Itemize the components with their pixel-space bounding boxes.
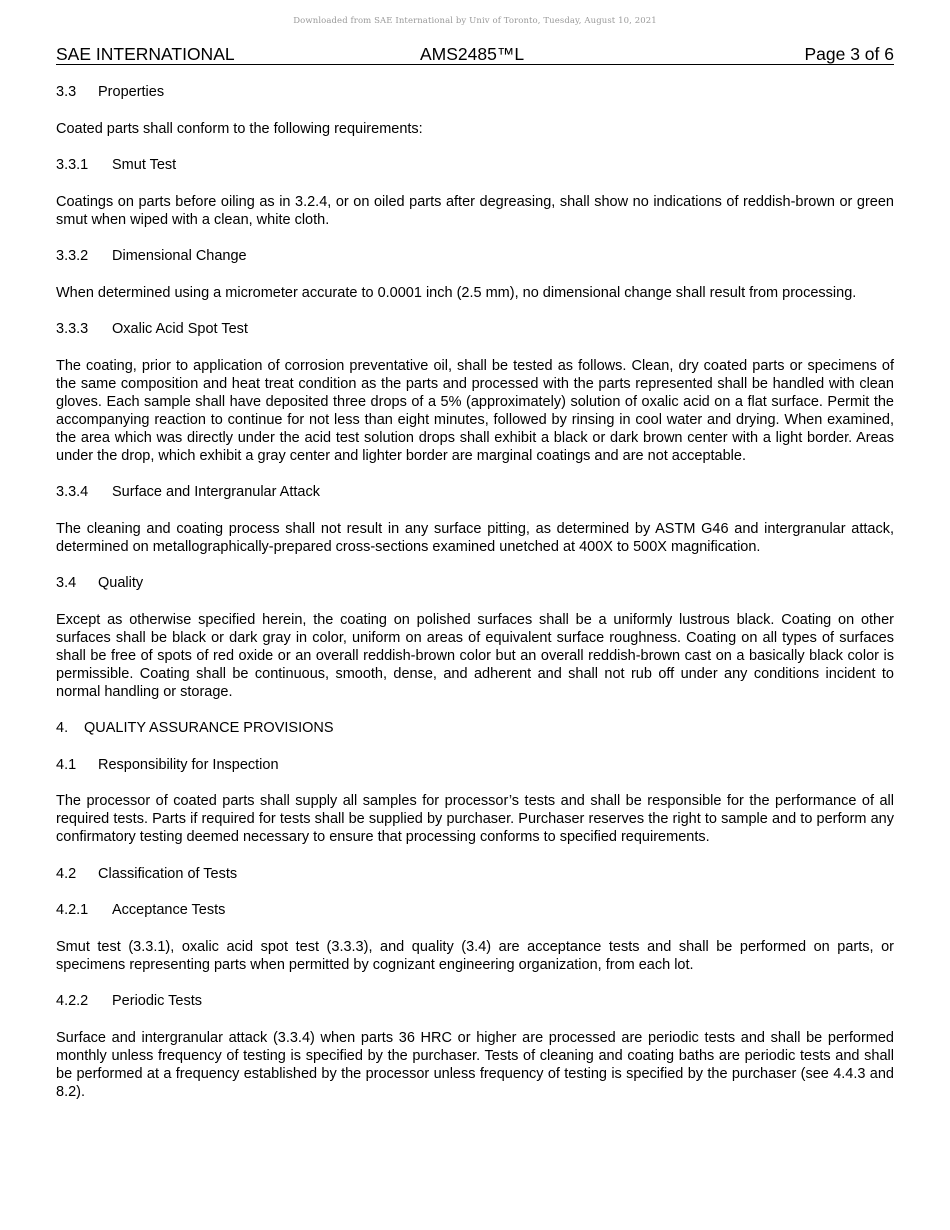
section-paragraph-3-3: Coated parts shall conform to the following requirements:	[56, 120, 423, 137]
section-number: 3.3	[56, 84, 77, 100]
section-title: Quality	[98, 575, 144, 591]
section-heading-4	[56, 719, 894, 737]
section-paragraph-3-3-3: The coating, prior to application of corrosion preventative oil, shall be tested as follows. Clean, dry coated parts or specimens of the same composition and heat treat condition as the parts and processed with the parts represented shall be handled with clean gloves. Each sample shall have deposited three drops of a 5% (approximately) solution of oxalic acid on a flat surface. Permit the accompanying reaction to continue for not less than eight minutes, followed by rinsing in cool water and drying. When examined, the area which was directly under the acid test solution drops shall exhibit a black or dark brown center with a light border. Areas under the drop, which exhibit a gray center and lighter border are marginal coatings and are not acceptable.	[56, 357, 894, 464]
section-title: QUALITY ASSURANCE PROVISIONS	[84, 720, 334, 736]
section-paragraph-4-2-2: Surface and intergranular attack (3.3.4) when parts 36 HRC or higher are processed are periodic tests and shall be performed monthly unless frequency of testing is specified by the purchaser. Tests of cleaning and coating baths are periodic tests and shall be performed at a frequency established by the processor unless frequency of testing is specified by the purchaser (see 4.4.3 and 8.2).	[56, 1029, 894, 1100]
section-number: 3.4	[56, 575, 77, 591]
section-paragraph-4-1: The processor of coated parts shall supply all samples for processor’s tests and shall be responsible for the performance of all required tests. Parts if required for tests shall be supplied by purchaser. Purchaser reserves the right to sample and to perform any confirmatory testing deemed necessary to ensure that processing conforms to specified requirements.	[56, 793, 894, 845]
section-number: 3.3.4	[56, 484, 89, 500]
section-title: Responsibility for Inspection	[98, 756, 279, 773]
section-number: 4.1	[56, 756, 77, 773]
page-header	[56, 44, 894, 65]
section-title: Surface and Intergranular Attack	[112, 484, 320, 500]
section-number: 4.2.2	[56, 993, 89, 1009]
section-heading-3-3-4	[56, 483, 894, 501]
section-heading-3-3	[56, 83, 894, 101]
section-heading-3-3-1	[56, 156, 894, 174]
section-number: 4.2.1	[56, 902, 89, 918]
section-title: Properties	[98, 84, 165, 100]
section-paragraph-3-3-1: Coatings on parts before oiling as in 3.2.4, or on oiled parts after degreasing, shall show no indications of reddish-brown or green smut when wiped with a clean, white cloth.	[56, 193, 894, 228]
section-paragraph-3-4: Except as otherwise specified herein, the coating on polished surfaces shall be a uniformly lustrous black. Coating on other surfaces shall be black or dark gray in color, uniform on areas of equivalent surface roughness. Coating on all types of surfaces shall be free of spots of red oxide or an overall reddish-brown color but an overall reddish-brown cast on a basically black color is permissible. Coating shall be continuous, smooth, dense, and adherent and shall not rub off under any conditions incident to normal handling or storage.	[56, 611, 894, 700]
section-number: 3.3.1	[56, 157, 89, 173]
section-heading-3-3-3	[56, 320, 894, 338]
document-body	[56, 83, 894, 1119]
section-number: 3.3.2	[56, 248, 89, 264]
section-heading-3-3-2	[56, 247, 894, 265]
section-title: Smut Test	[112, 157, 177, 173]
section-title: Acceptance Tests	[112, 902, 226, 918]
section-title: Dimensional Change	[112, 248, 247, 264]
header-page-number: Page 3 of 6	[804, 44, 894, 64]
section-paragraph-4-2-1: Smut test (3.3.1), oxalic acid spot test (3.3.3), and quality (3.4) are acceptance tests and shall be performed on parts, or specimens representing parts when permitted by cognizant engineering organization, from each lot.	[56, 938, 894, 973]
section-number: 4.	[56, 720, 69, 736]
section-number: 4.2	[56, 865, 77, 882]
section-heading-3-4	[56, 574, 894, 592]
header-document-id: AMS2485™L	[420, 44, 525, 64]
download-watermark: Downloaded from SAE International by Univ of Toronto, Tuesday, August 10, 2021	[293, 16, 657, 26]
header-organization: SAE INTERNATIONAL	[56, 44, 235, 64]
section-title: Oxalic Acid Spot Test	[112, 321, 248, 337]
section-heading-4-1	[56, 756, 894, 774]
section-number: 3.3.3	[56, 321, 89, 337]
section-heading-4-2	[56, 865, 894, 883]
section-heading-4-2-1	[56, 901, 894, 919]
section-title: Periodic Tests	[112, 993, 202, 1009]
section-paragraph-3-3-2: When determined using a micrometer accurate to 0.0001 inch (2.5 mm), no dimensional change shall result from processing.	[56, 284, 857, 301]
section-paragraph-3-3-4: The cleaning and coating process shall not result in any surface pitting, as determined by ASTM G46 and intergranular attack, determined on metallographically-prepared cross-sections examined unetched at 400X to 500X magnification.	[56, 520, 894, 555]
section-title: Classification of Tests	[98, 865, 238, 882]
section-heading-4-2-2	[56, 992, 894, 1010]
